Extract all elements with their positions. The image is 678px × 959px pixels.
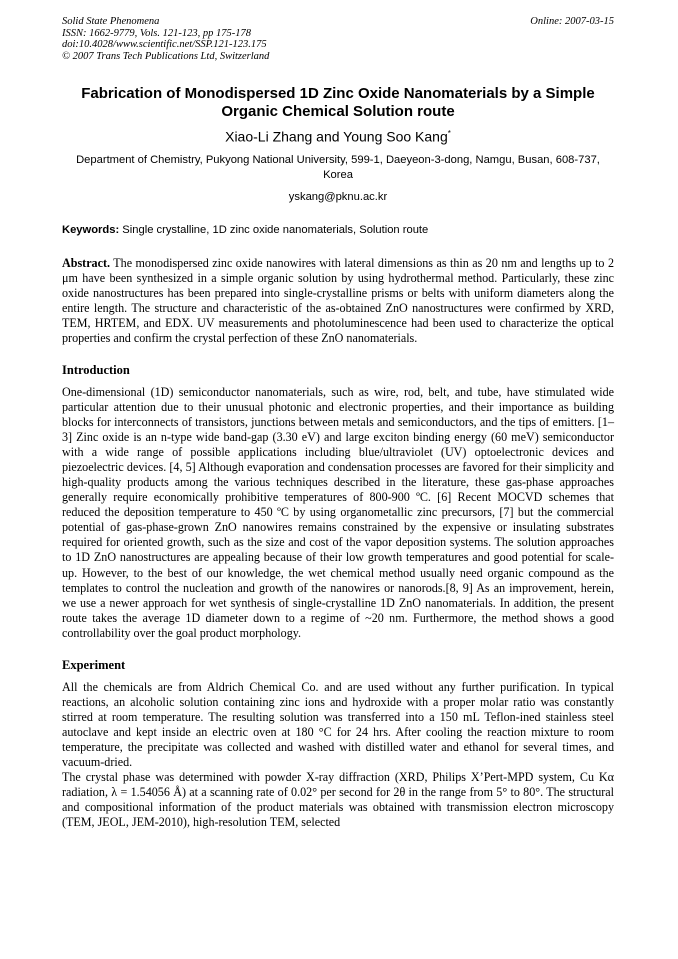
journal-name: Solid State Phenomena (62, 16, 160, 27)
keywords (62, 223, 614, 237)
authors: Xiao-Li Zhang and Young Soo Kang (225, 128, 448, 145)
abstract-label: Abstract. (62, 255, 111, 270)
experiment-paragraph-1: All the chemicals are from Aldrich Chemical Co. and are used without any further purification. In typical reactions, an alcoholic solution containing zinc ions and hydroxide with a proper molar ratio was constantly stirred at room temperature. The resulting solution was transferred into a 150 mL Teflon-ined stainless steel autoclave and kept inside an electric oven at 180 °C for 24 hrs. After cooling the reaction mixture to room temperature, the precipitate was collected and washed with distilled water and ethanol for several times, and vacuum-dried. (62, 679, 614, 769)
journal-header (62, 16, 614, 62)
author-email: yskang@pknu.ac.kr (288, 190, 388, 203)
copyright-line: © 2007 Trans Tech Publications Ltd, Switzerland (62, 50, 270, 62)
authors-line (62, 125, 614, 146)
issn-line: ISSN: 1662-9779, Vols. 121-123, pp 175-178 (62, 27, 251, 39)
keywords-text: Single crystalline, 1D zinc oxide nanomaterials, Solution route (119, 223, 429, 236)
introduction-text: One-dimensional (1D) semiconductor nanomaterials, such as wire, rod, belt, and tube, have stimulated wide particular attention due to their unusual photonic and electronic properties, and their importance as building blocks for interconnects of transistors, junctions between metals and semiconductors, and the tips of emitters. [1–3] Zinc oxide is an n-type wide band-gap (3.30 eV) and large exciton binding energy (60 meV) semiconductor with a wide range of possible applications including blue/ultraviolet (UV) optoelectronic devices and piezoelectric devices. [4, 5] Although evaporation and condensation processes are favored for their simplicity and high-quality products among the various techniques described in the literature, these gas-phase approaches generally require economically prohibitive temperatures of 800-900 ºC. [6] Recent MOCVD schemes that reduced the deposition temperature to 450 ºC by using organometallic zinc precursors, [7] but the commercial potential of gas-phase-grown ZnO nanowires remains constrained by the expensive or insulating substrates required for oriented growth, such as the size and cost of the vapor deposition systems. The solution approaches to 1D ZnO nanostructures are appealing because of their low growth temperatures and good potential for scale-up. However, to the best of our knowledge, the wet chemical method usually need organic compound as the templates to control the nucleation and growth of the nanowires or nanorods.[8, 9] As an improvement, herein, we use a newer approach for wet synthesis of single-crystalline 1D ZnO nanomaterials. In addition, the present route takes the average 1D diameter down to a regime of ~20 nm. Furthermore, the method shows a good controllability over the goal product morphology. (62, 384, 614, 640)
online-date: Online: 2007-03-15 (530, 16, 614, 27)
doi-line: doi:10.4028/www.scientific.net/SSP.121-123.175 (62, 39, 267, 50)
experiment-paragraph-2: The crystal phase was determined with powder X-ray diffraction (XRD, Philips X’Pert-MPD system, Cu Kα radiation, λ = 1.54056 Å) at a scanning rate of 0.02° per second for 2θ in the range from 5° to 80°. The structural and compositional information of the product materials was obtained with transmission electron microscopy (TEM, JEOL, JEM-2010), high-resolution TEM, selected (62, 770, 614, 830)
introduction-heading: Introduction (62, 362, 130, 377)
paper-page (62, 16, 614, 830)
experiment-heading: Experiment (62, 657, 126, 672)
corresponding-author-mark: * (447, 129, 451, 138)
abstract (62, 256, 614, 346)
paper-title: Fabrication of Monodispersed 1D Zinc Oxide Nanomaterials by a Simple Organic Chemical Solution route (81, 85, 595, 120)
keywords-label: Keywords: (62, 223, 120, 236)
abstract-text: The monodispersed zinc oxide nanowires with lateral dimensions as thin as 20 nm and lengths up to 2 μm have been synthesized in a simple organic solution by using hydrothermal method. Particularly, these zinc oxide nanostructures has been prepared into single-crystalline prisms or belts with uniform diameters along the entire length. The structure and characteristic of the as-obtained ZnO nanostructures were confirmed by XRD, TEM, HRTEM, and EDX. UV measurements and photoluminescence had been used to characterize the optical properties and confirm the crystal perfection of these ZnO nanomaterials. (62, 255, 614, 345)
affiliation: Department of Chemistry, Pukyong National University, 599-1, Daeyeon-3-dong, Namgu, Busan, 608-737, Korea (76, 153, 600, 181)
